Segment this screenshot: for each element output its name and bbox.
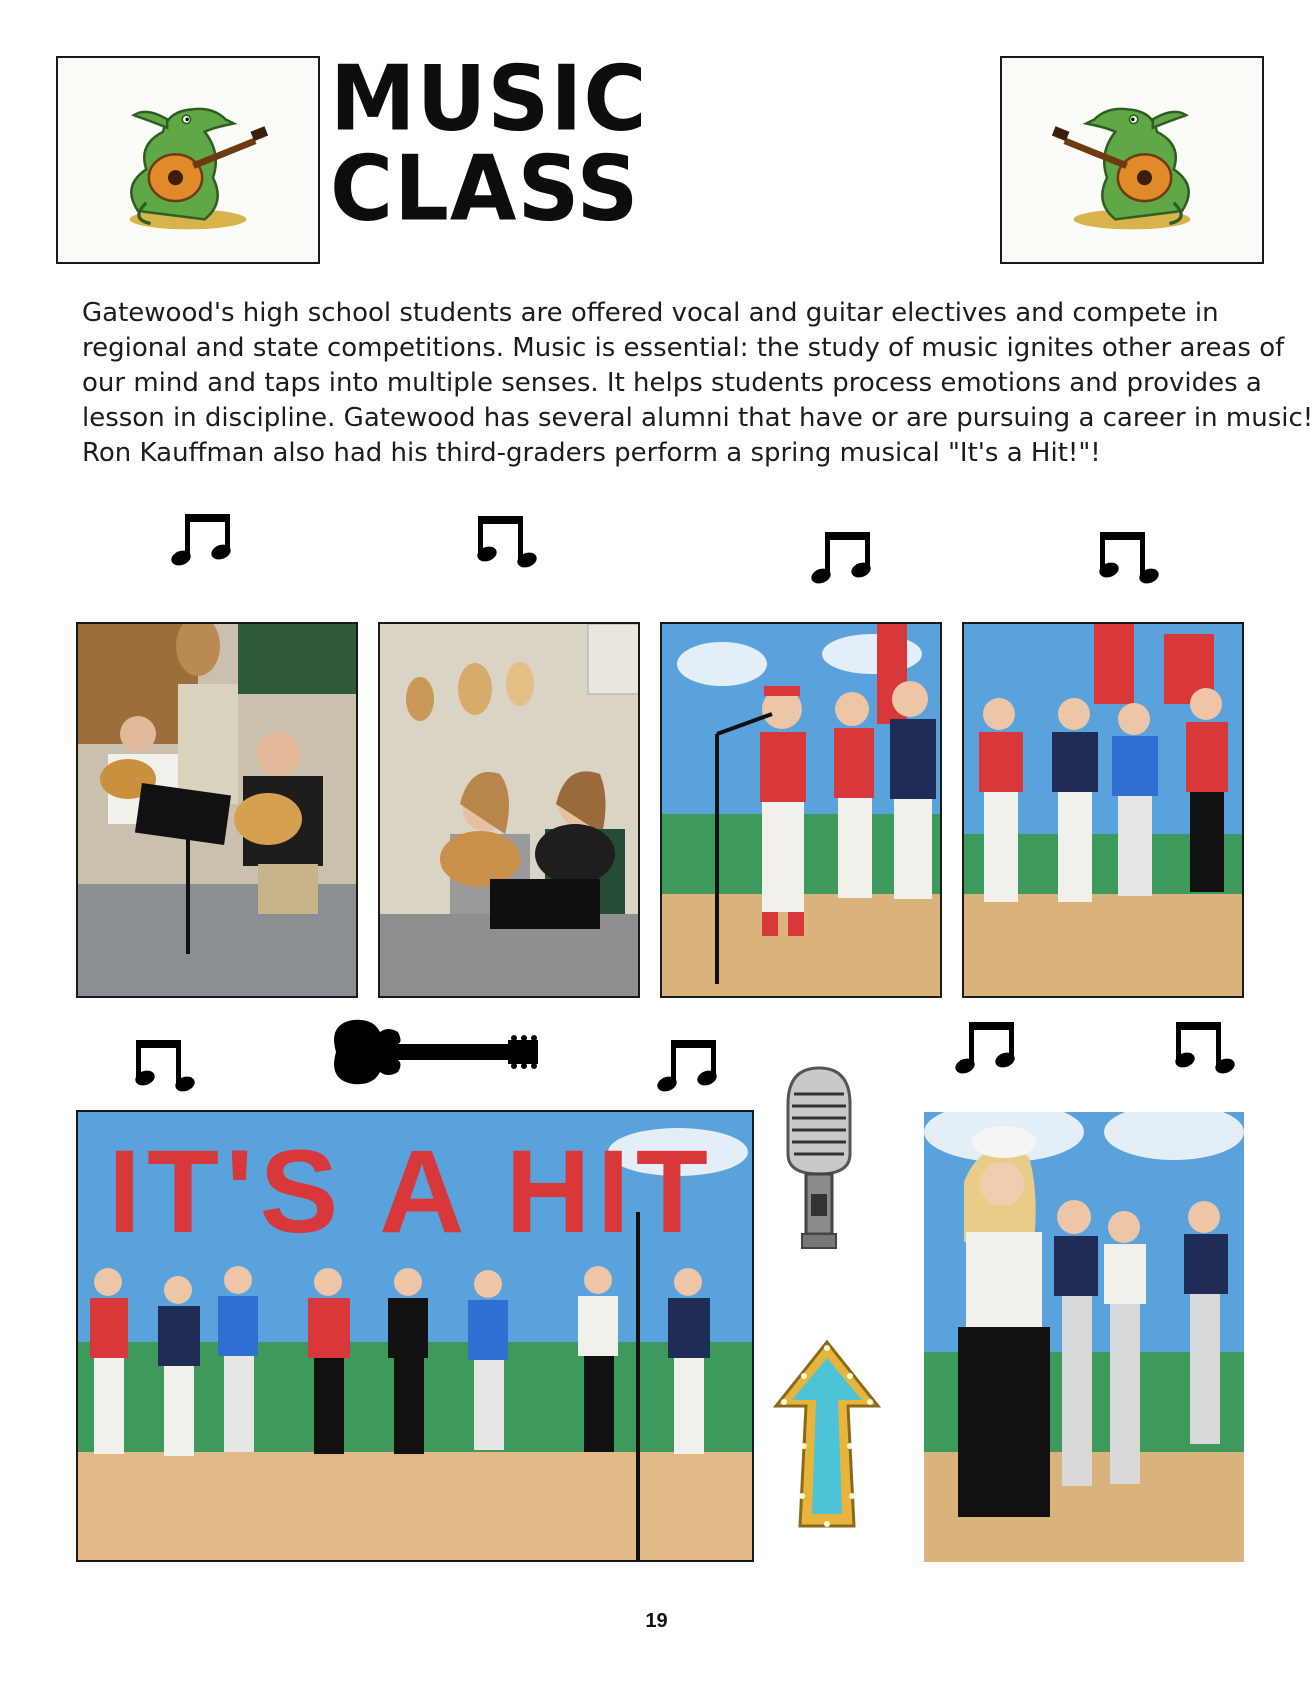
intro-line: our mind and taps into multiple senses. It helps students process emotions and provides a xyxy=(82,368,1262,398)
music-note-icon xyxy=(654,1030,724,1100)
photo-students-lineup xyxy=(962,622,1244,998)
photo-guitar-girls xyxy=(378,622,640,998)
intro-line: Gatewood's high school students are offered vocal and guitar electives and compete in xyxy=(82,298,1219,328)
alligator-guitar-logo-icon xyxy=(1032,76,1232,246)
left-logo-frame xyxy=(56,56,320,264)
music-note-icon xyxy=(470,506,540,576)
right-logo-frame xyxy=(1000,56,1264,264)
intro-line: lesson in discipline. Gatewood has several alumni that have or are pursuing a career in music! xyxy=(82,403,1313,433)
arrow-up-icon xyxy=(770,1336,884,1532)
guitar-icon xyxy=(328,1014,542,1090)
banner-text: IT'S A HIT xyxy=(108,1126,708,1258)
music-note-icon xyxy=(168,504,238,574)
page-title: MUSIC CLASS xyxy=(330,46,648,242)
music-note-icon xyxy=(952,1012,1022,1082)
photo-guitar-boys xyxy=(76,622,358,998)
photo-singer-at-microphone xyxy=(660,622,942,998)
music-note-icon xyxy=(808,522,878,592)
intro-paragraph xyxy=(82,296,1313,471)
microphone-icon xyxy=(778,1064,860,1254)
intro-line: regional and state competitions. Music is essential: the study of music ignites other areas of xyxy=(82,333,1285,363)
music-note-icon xyxy=(128,1030,198,1100)
photo-its-a-hit-stage xyxy=(76,1110,754,1562)
intro-line: Ron Kauffman also had his third-graders perform a spring musical "It's a Hit!"! xyxy=(82,438,1101,468)
music-note-icon xyxy=(1092,522,1162,592)
page-number: 19 xyxy=(645,1610,668,1632)
alligator-guitar-logo-icon xyxy=(88,76,288,246)
photo-girl-closeup xyxy=(924,1112,1244,1562)
music-note-icon xyxy=(1168,1012,1238,1082)
